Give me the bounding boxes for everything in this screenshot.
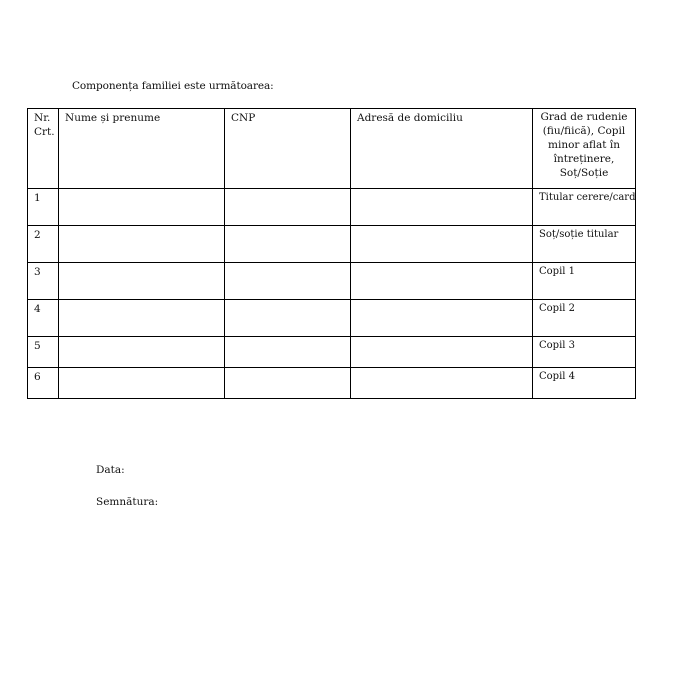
cell-nume[interactable]	[59, 337, 225, 368]
table-row	[28, 263, 636, 300]
table-row	[28, 226, 636, 263]
cell-nume[interactable]	[59, 189, 225, 226]
cell-adresa[interactable]	[351, 368, 533, 399]
cell-nr: 1	[28, 189, 59, 226]
cell-nume[interactable]	[59, 300, 225, 337]
cell-nume[interactable]	[59, 263, 225, 300]
cell-adresa[interactable]	[351, 226, 533, 263]
cell-cnp[interactable]	[225, 337, 351, 368]
cell-cnp[interactable]	[225, 226, 351, 263]
cell-nr: 2	[28, 226, 59, 263]
table-header-row	[28, 109, 636, 189]
cell-grad: Titular cerere/card	[533, 189, 636, 226]
date-label: Data:	[96, 464, 125, 476]
intro-text: Componența familiei este următoarea:	[72, 80, 274, 92]
table-row	[28, 189, 636, 226]
cell-cnp[interactable]	[225, 263, 351, 300]
header-cnp: CNP	[225, 109, 351, 189]
cell-grad: Copil 1	[533, 263, 636, 300]
header-nume-prenume: Nume și prenume	[59, 109, 225, 189]
cell-nume[interactable]	[59, 226, 225, 263]
cell-grad: Copil 3	[533, 337, 636, 368]
table-row	[28, 337, 636, 368]
family-table	[27, 108, 636, 399]
cell-cnp[interactable]	[225, 300, 351, 337]
cell-cnp[interactable]	[225, 368, 351, 399]
signature-label: Semnătura:	[96, 496, 159, 508]
cell-grad: Copil 2	[533, 300, 636, 337]
cell-nr: 4	[28, 300, 59, 337]
cell-nr: 5	[28, 337, 59, 368]
table-row	[28, 368, 636, 399]
header-nr-crt: Nr. Crt.	[28, 109, 59, 189]
header-adresa: Adresă de domiciliu	[351, 109, 533, 189]
cell-adresa[interactable]	[351, 300, 533, 337]
cell-adresa[interactable]	[351, 263, 533, 300]
cell-nr: 3	[28, 263, 59, 300]
header-grad-rudenie: Grad de rudenie (fiu/fiică), Copil minor aflat în întreținere, Soț/Soție	[533, 109, 636, 189]
cell-grad: Copil 4	[533, 368, 636, 399]
table-row	[28, 300, 636, 337]
cell-nr: 6	[28, 368, 59, 399]
cell-grad: Soț/soție titular	[533, 226, 636, 263]
cell-nume[interactable]	[59, 368, 225, 399]
cell-adresa[interactable]	[351, 189, 533, 226]
cell-adresa[interactable]	[351, 337, 533, 368]
cell-cnp[interactable]	[225, 189, 351, 226]
